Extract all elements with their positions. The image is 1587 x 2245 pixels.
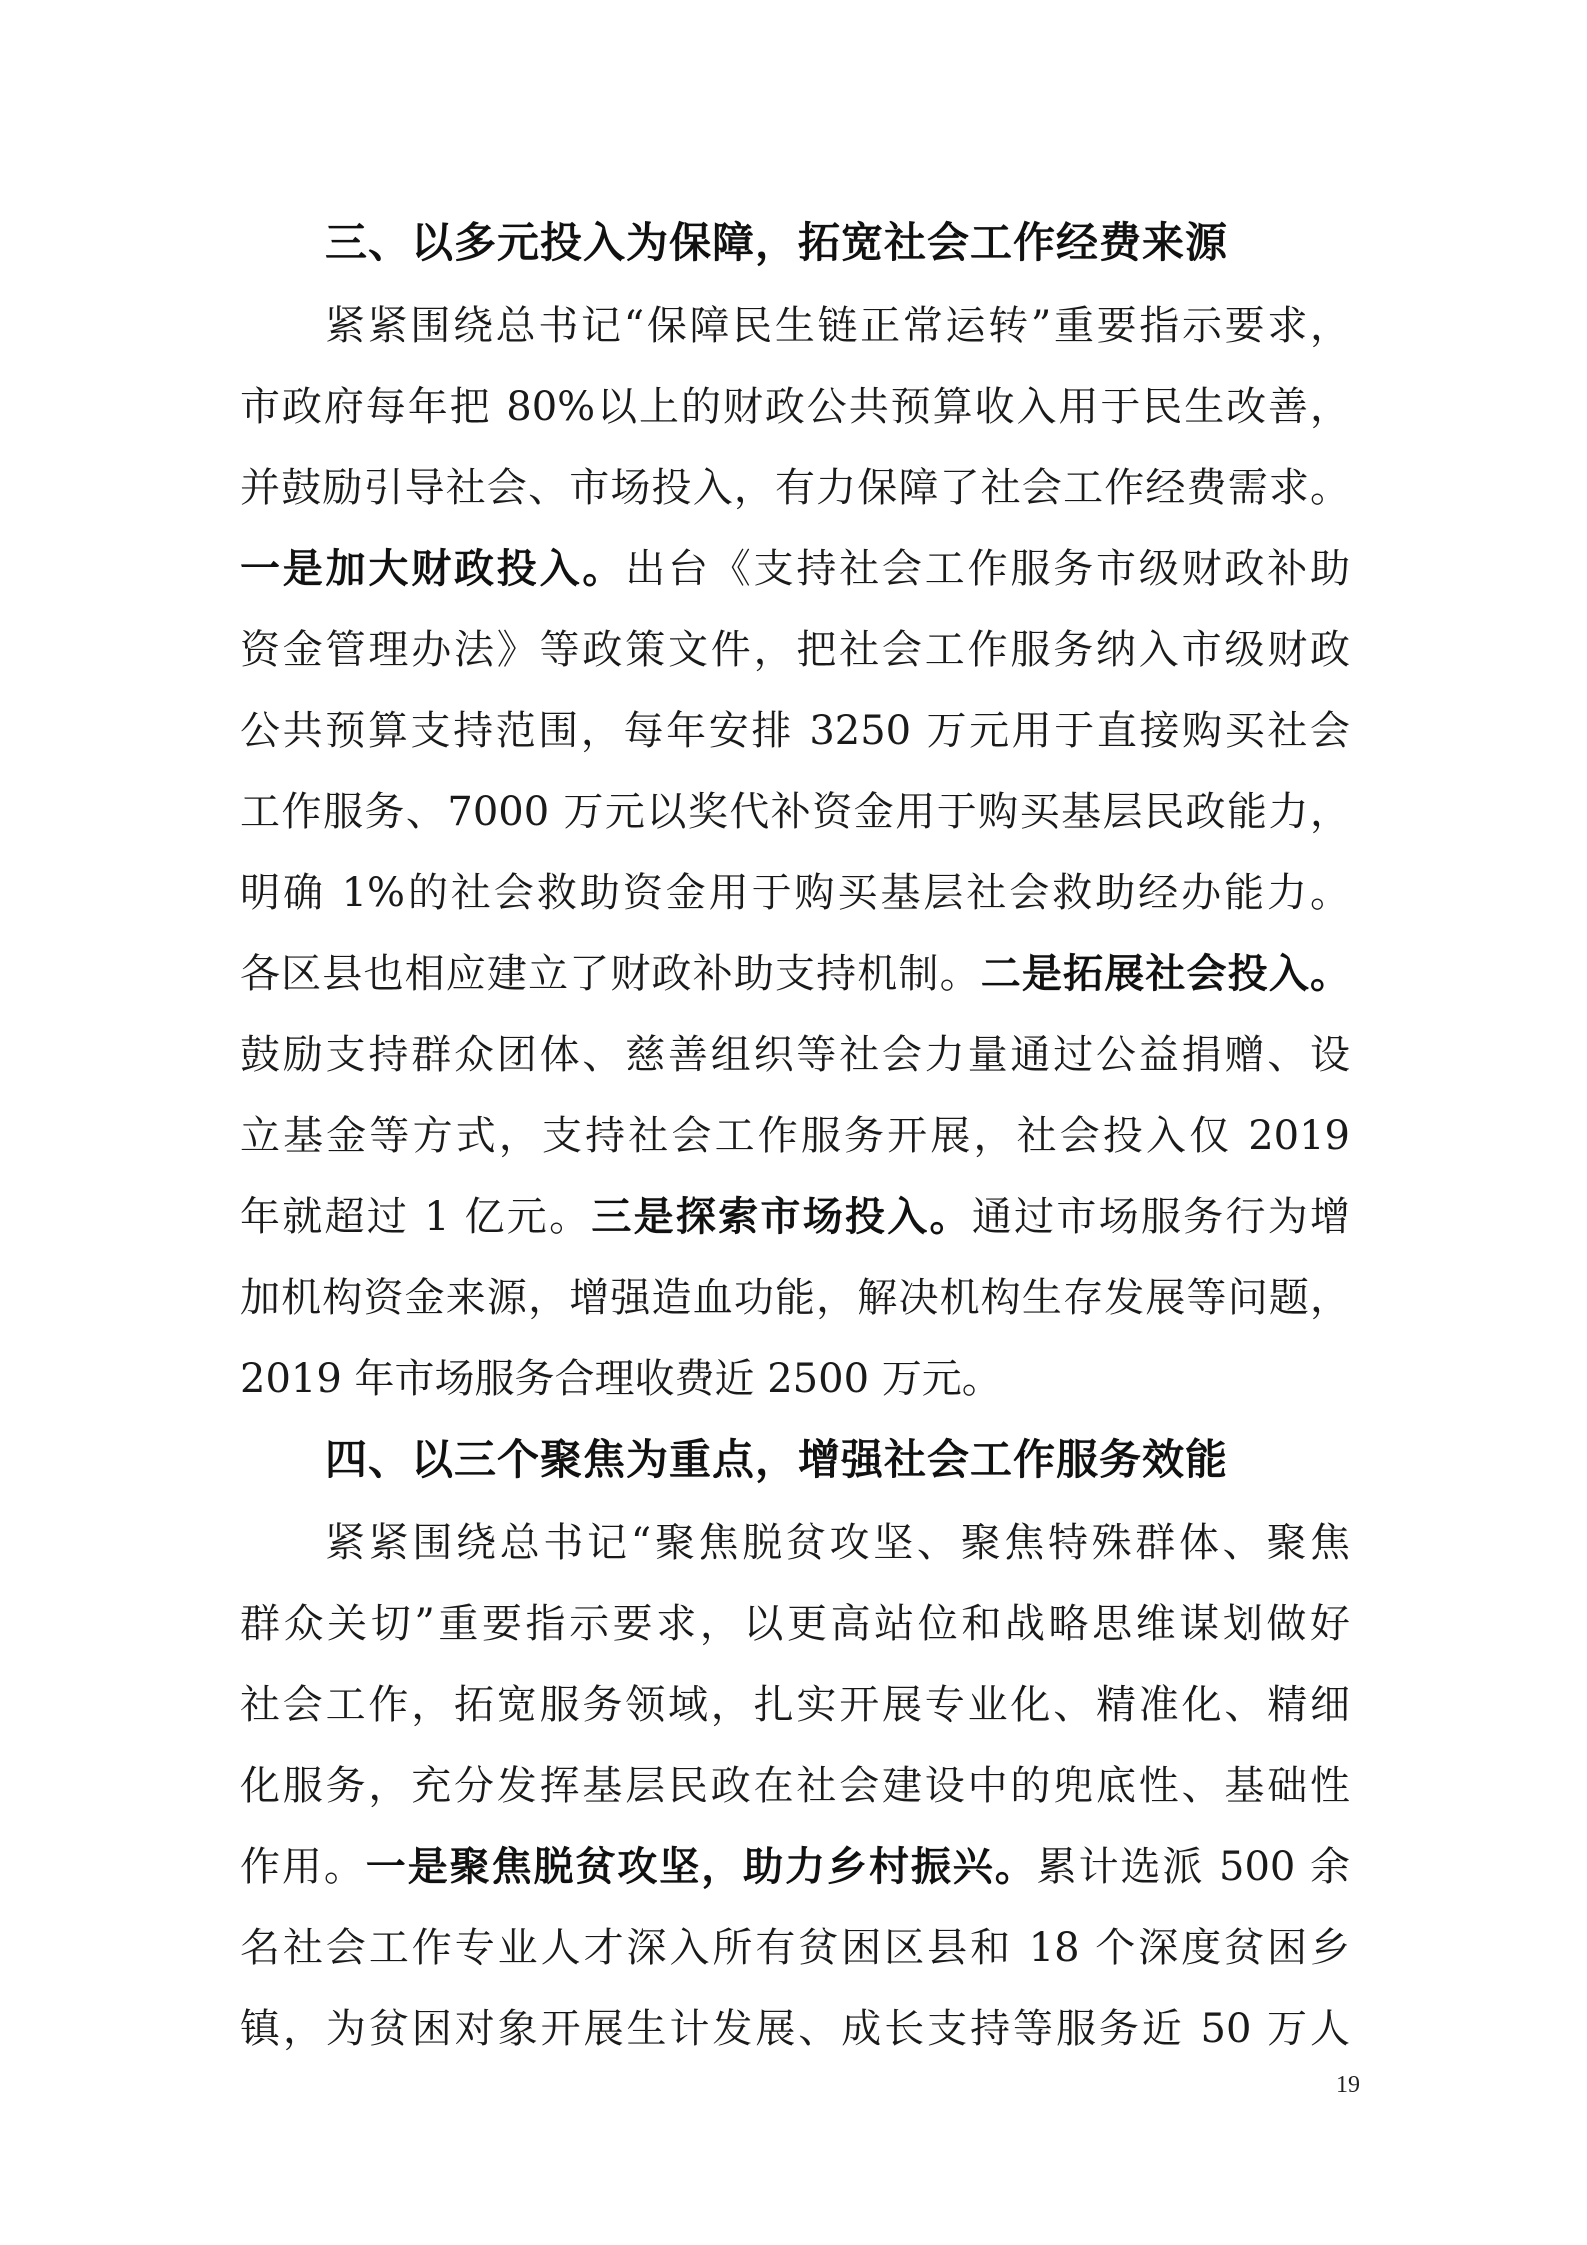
text-run: 2019 年市场服务合理收费近 2500 万元。 xyxy=(240,1356,1002,1402)
paragraph-line xyxy=(240,1110,1350,1162)
paragraph-line xyxy=(325,1517,1350,1569)
text-run: 资金管理办法》等政策文件，把社会工作服务纳入市级财政 xyxy=(240,627,1350,673)
text-run: 社会工作，拓宽服务领域，扎实开展专业化、精准化、精细 xyxy=(240,1682,1350,1728)
text-run: 并鼓励引导社会、市场投入，有力保障了社会工作经费需求。 xyxy=(240,465,1350,511)
text-run: 累计选派 500 余 xyxy=(1036,1844,1351,1890)
text-run: 市政府每年把 80%以上的财政公共预算收入用于民生改善， xyxy=(240,384,1350,430)
text-run: 公共预算支持范围，每年安排 3250 万元用于直接购买社会 xyxy=(240,708,1350,754)
paragraph-line xyxy=(240,786,1350,838)
text-run: 通过市场服务行为增 xyxy=(971,1194,1350,1240)
paragraph-line xyxy=(240,705,1350,757)
paragraph-line xyxy=(240,1760,1350,1812)
bold-lead-text: 一是聚焦脱贫攻坚，助力乡村振兴。 xyxy=(365,1843,1037,1890)
text-run: 立基金等方式，支持社会工作服务开展，社会投入仅 2019 xyxy=(240,1113,1350,1159)
paragraph-line xyxy=(240,1272,1350,1324)
text-run: 各区县也相应建立了财政补助支持机制。 xyxy=(240,951,981,997)
paragraph-line xyxy=(240,1679,1350,1731)
text-run: 紧紧围绕总书记“保障民生链正常运转”重要指示要求， xyxy=(325,303,1350,349)
text-run: 名社会工作专业人才深入所有贫困区县和 18 个深度贫困乡 xyxy=(240,1925,1350,1971)
text-run: 鼓励支持群众团体、慈善组织等社会力量通过公益捐赠、设 xyxy=(240,1032,1350,1078)
paragraph-line xyxy=(240,948,1350,1000)
paragraph-line xyxy=(240,1191,1350,1243)
paragraph-line xyxy=(240,462,1350,514)
text-run: 镇，为贫困对象开展生计发展、成长支持等服务近 50 万人 xyxy=(240,2006,1350,2052)
paragraph-line xyxy=(240,624,1350,676)
text-run: 作用。 xyxy=(240,1844,366,1890)
text-run: 工作服务、7000 万元以奖代补资金用于购买基层民政能力， xyxy=(240,789,1350,835)
paragraph-line xyxy=(240,1598,1350,1650)
text-run: 紧紧围绕总书记“聚焦脱贫攻坚、聚焦特殊群体、聚焦 xyxy=(325,1520,1350,1566)
page-number: 19 xyxy=(1336,2072,1360,2098)
paragraph-line xyxy=(325,300,1350,352)
text-run: 群众关切”重要指示要求，以更高站位和战略思维谋划做好 xyxy=(240,1601,1350,1647)
paragraph-line xyxy=(240,867,1350,919)
text-run: 出台《支持社会工作服务市级财政补助 xyxy=(625,546,1351,592)
section-heading: 四、以三个聚焦为重点，增强社会工作服务效能 xyxy=(325,1435,1229,1484)
paragraph-line xyxy=(240,1029,1350,1081)
text-run: 明确 1%的社会救助资金用于购买基层社会救助经办能力。 xyxy=(240,870,1350,916)
paragraph-line xyxy=(240,1353,1350,1405)
text-run: 年就超过 1 亿元。 xyxy=(240,1194,592,1240)
bold-lead-text: 二是拓展社会投入。 xyxy=(980,950,1351,997)
paragraph-line xyxy=(240,543,1350,595)
paragraph-line xyxy=(240,1922,1350,1974)
paragraph-line xyxy=(240,381,1350,433)
paragraph-line xyxy=(240,2003,1350,2055)
bold-lead-text: 三是探索市场投入。 xyxy=(591,1193,972,1240)
text-run: 加机构资金来源，增强造血功能，解决机构生存发展等问题， xyxy=(240,1275,1350,1321)
section-heading: 三、以多元投入为保障，拓宽社会工作经费来源 xyxy=(325,218,1229,267)
paragraph-line xyxy=(240,1841,1350,1893)
bold-lead-text: 一是加大财政投入。 xyxy=(240,545,626,592)
text-run: 化服务，充分发挥基层民政在社会建设中的兜底性、基础性 xyxy=(240,1763,1350,1809)
